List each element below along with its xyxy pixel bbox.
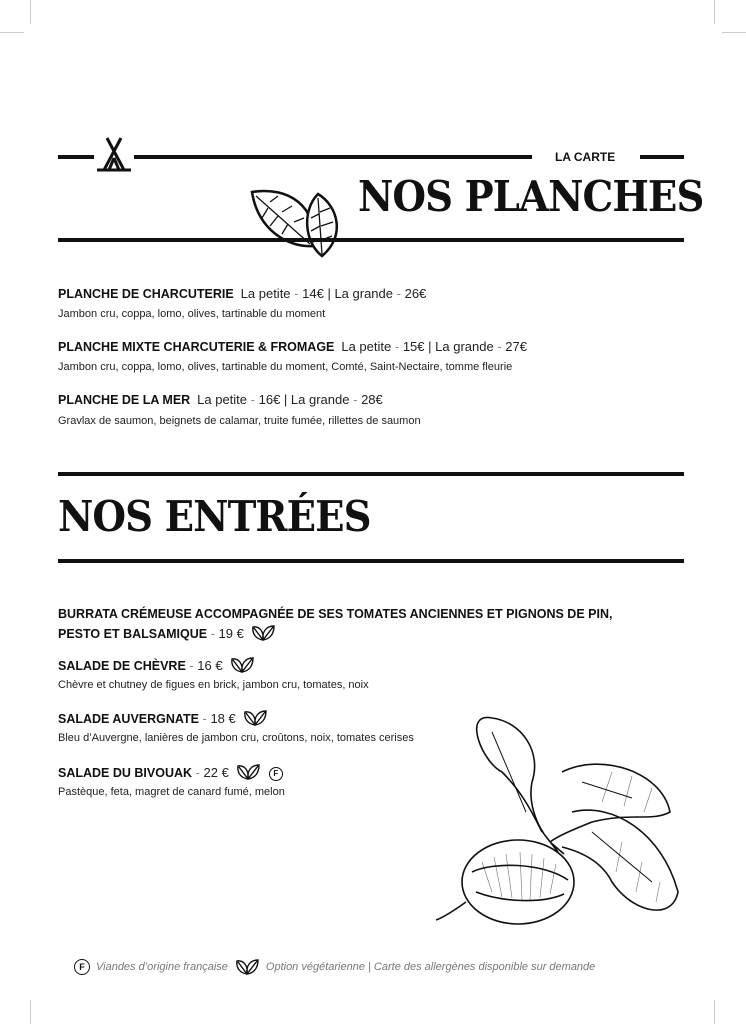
- vegetarian-leaf-icon: [234, 958, 260, 976]
- menu-item: SALADE DU BIVOUAK - 22 € F: [58, 763, 283, 781]
- menu-item-description: Chèvre et chutney de figues en brick, jambon cru, tomates, noix: [58, 679, 369, 691]
- menu-item: SALADE DE CHÈVRE - 16 €: [58, 656, 255, 674]
- crop-mark: [714, 1000, 715, 1024]
- vegetarian-leaf-icon: [242, 709, 268, 727]
- legend-vegetarian: Option végétarienne | Carte des allergènes disponible sur demande: [265, 961, 596, 973]
- crop-mark: [0, 32, 24, 33]
- menu-item-description: Bleu d’Auvergne, lanières de jambon cru, croûtons, noix, tomates cerises: [58, 732, 414, 744]
- section-label: LA CARTE: [555, 150, 616, 164]
- page-title: NOS PLANCHES: [358, 172, 704, 221]
- tipi-icon: [94, 136, 134, 174]
- crop-mark: [30, 0, 31, 24]
- vegetarian-leaf-icon: [235, 763, 261, 781]
- menu-item: PESTO ET BALSAMIQUE - 19 €: [58, 624, 276, 642]
- menu-item: PLANCHE MIXTE CHARCUTERIE & FROMAGE La petite - 15€ | La grande - 27€: [58, 339, 527, 354]
- section-title: NOS ENTRÉES: [58, 492, 371, 541]
- menu-item: SALADE AUVERGNATE - 18 €: [58, 709, 268, 727]
- menu-item-line1: BURRATA CRÉMEUSE ACCOMPAGNÉE DE SES TOMATES ANCIENNES ET PIGNONS DE PIN,: [58, 607, 613, 621]
- entrees-rule-bottom: [58, 559, 684, 563]
- menu-item: PLANCHE DE CHARCUTERIE La petite - 14€ | La grande - 26€: [58, 286, 427, 301]
- vegetarian-leaf-icon: [250, 624, 276, 642]
- menu-item-description: Pastèque, feta, magret de canard fumé, melon: [58, 786, 285, 798]
- leaves-illustration: [248, 186, 348, 260]
- french-origin-icon: F: [269, 767, 283, 781]
- crop-mark: [30, 1000, 31, 1024]
- entrees-rule-top: [58, 472, 684, 476]
- legend-french-meat: Viandes d’origine française: [96, 961, 228, 973]
- french-origin-icon: F: [74, 959, 90, 975]
- menu-item-description: Gravlax de saumon, beignets de calamar, truite fumée, rillettes de saumon: [58, 415, 421, 427]
- crop-mark: [722, 32, 746, 33]
- footer-legend: [74, 958, 595, 976]
- menu-item-description: Jambon cru, coppa, lomo, olives, tartinable du moment, Comté, Saint-Nectaire, tomme fleurie: [58, 361, 513, 373]
- header-rule-short: [640, 155, 684, 159]
- crop-mark: [714, 0, 715, 24]
- header-rule-bottom: [58, 238, 684, 242]
- beet-illustration: [432, 712, 684, 928]
- menu-item: PLANCHE DE LA MER La petite - 16€ | La grande - 28€: [58, 392, 383, 407]
- vegetarian-leaf-icon: [229, 656, 255, 674]
- menu-item-description: Jambon cru, coppa, lomo, olives, tartinable du moment: [58, 308, 326, 320]
